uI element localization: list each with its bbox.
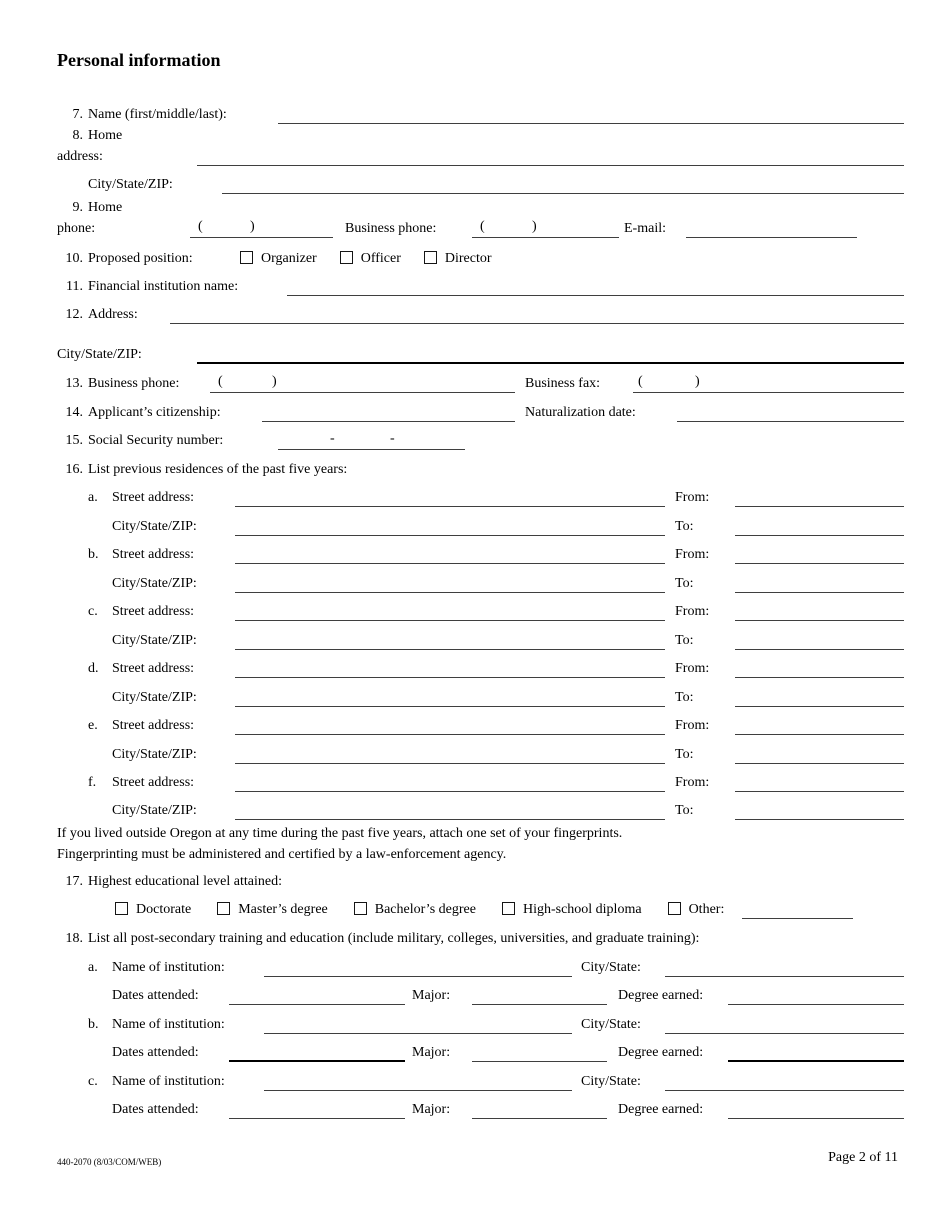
fingerprint-note-line2: Fingerprinting must be administered and certified by a law-enforcement agency.: [57, 847, 507, 862]
option-other: [668, 899, 725, 920]
field-education-a-degree[interactable]: [728, 986, 904, 1005]
degree-earned-label: Degree earned:: [618, 1102, 704, 1117]
item-number: 10.: [65, 251, 83, 266]
residence-letter: f.: [88, 775, 97, 790]
option-officer: [340, 248, 401, 269]
row-education-checkboxes: [57, 899, 904, 920]
field-residence-c-city[interactable]: [235, 631, 665, 650]
to-label: To:: [675, 519, 694, 534]
street-address-label: Street address:: [112, 490, 195, 505]
residence-row: [57, 601, 904, 622]
row-education-level: [57, 871, 904, 892]
residence-letter: b.: [88, 547, 99, 562]
street-address-label: Street address:: [112, 547, 195, 562]
field-name-first-middle-last[interactable]: [278, 105, 904, 124]
residence-letter: e.: [88, 718, 98, 733]
citizenship-label: Applicant’s citizenship:: [88, 405, 221, 420]
field-residence-f-street[interactable]: [235, 773, 665, 792]
city-state-zip-label: City/State/ZIP:: [112, 576, 197, 591]
from-label: From:: [675, 547, 710, 562]
paren-open: (: [198, 219, 203, 234]
business-phone-label: Business phone:: [88, 376, 180, 391]
from-label: From:: [675, 661, 710, 676]
field-naturalization-date[interactable]: [677, 403, 904, 422]
major-label: Major:: [412, 988, 451, 1003]
business-phone-label: Business phone:: [345, 221, 437, 236]
row-business-phone-fax: [57, 373, 904, 394]
field-residence-f-from[interactable]: [735, 773, 904, 792]
field-education-c-dates[interactable]: [229, 1100, 405, 1119]
paren-close: ): [532, 219, 537, 234]
home-word: Home: [88, 128, 123, 143]
from-label: From:: [675, 718, 710, 733]
field-residence-e-from[interactable]: [735, 716, 904, 735]
field-education-other[interactable]: [742, 900, 853, 919]
paren-close: ): [272, 374, 277, 389]
row-home-address-2: [57, 146, 904, 167]
residence-row: [57, 687, 904, 708]
city-state-zip-label: City/State/ZIP:: [112, 690, 197, 705]
item-number: 8.: [72, 128, 83, 143]
education-row: [57, 957, 904, 978]
checkbox-masters-degree[interactable]: [217, 902, 230, 915]
to-label: To:: [675, 803, 694, 818]
row-residences-heading: [57, 459, 904, 480]
field-residence-a-city[interactable]: [235, 517, 665, 536]
paren-open: (: [638, 374, 643, 389]
field-education-a-dates[interactable]: [229, 986, 405, 1005]
institution-name-label: Name of institution:: [112, 960, 225, 975]
residence-row: [57, 715, 904, 736]
residence-row: [57, 800, 904, 821]
item-number: 7.: [72, 107, 83, 122]
field-residence-f-city[interactable]: [235, 801, 665, 820]
city-state-zip-label: City/State/ZIP:: [112, 633, 197, 648]
degree-earned-label: Degree earned:: [618, 988, 704, 1003]
field-education-b-degree[interactable]: [728, 1043, 904, 1062]
row-home-phone-1: [57, 197, 904, 218]
row-institution-address: [57, 304, 904, 325]
field-ssn[interactable]: [278, 431, 465, 450]
field-residence-a-street[interactable]: [235, 488, 665, 507]
field-education-c-degree[interactable]: [728, 1100, 904, 1119]
field-residence-e-city[interactable]: [235, 745, 665, 764]
checkbox-high-school-diploma[interactable]: [502, 902, 515, 915]
residence-row: [57, 516, 904, 537]
field-residence-b-city[interactable]: [235, 574, 665, 593]
option-label: Officer: [360, 251, 401, 266]
row-financial-institution: [57, 276, 904, 297]
education-row: [57, 1099, 904, 1120]
field-education-a-city-state[interactable]: [665, 958, 904, 977]
degree-earned-label: Degree earned:: [618, 1045, 704, 1060]
row-home-phone-2: [57, 218, 904, 239]
to-label: To:: [675, 576, 694, 591]
row-ssn: [57, 430, 904, 451]
item-number: 14.: [65, 405, 83, 420]
institution-name-label: Name of institution:: [112, 1017, 225, 1032]
checkbox-doctorate[interactable]: [115, 902, 128, 915]
field-residence-d-from[interactable]: [735, 659, 904, 678]
business-fax-label: Business fax:: [525, 376, 601, 391]
field-business-fax[interactable]: [633, 374, 904, 393]
residence-row: [57, 544, 904, 565]
city-state-label: City/State:: [581, 1074, 641, 1089]
row-home-city: [57, 174, 904, 195]
education-level-label: Highest educational level attained:: [88, 874, 282, 889]
ssn-dash: -: [330, 431, 335, 446]
field-business-phone-13[interactable]: [210, 374, 515, 393]
address-label: Address:: [88, 307, 138, 322]
city-state-label: City/State:: [581, 1017, 641, 1032]
row-training-heading: [57, 928, 904, 949]
education-letter: c.: [88, 1074, 98, 1089]
residence-row: [57, 487, 904, 508]
item-number: 17.: [65, 874, 83, 889]
field-institution-city-state-zip[interactable]: [197, 345, 904, 364]
field-education-b-institution[interactable]: [264, 1015, 572, 1034]
phone-word: phone:: [57, 221, 96, 236]
residence-row: [57, 772, 904, 793]
home-word: Home: [88, 200, 123, 215]
form-number: 440-2070 (8/03/COM/WEB): [57, 1157, 162, 1167]
checkbox-other[interactable]: [668, 902, 681, 915]
item-number: 18.: [65, 931, 83, 946]
city-state-zip-label: City/State/ZIP:: [57, 347, 142, 362]
field-residence-a-to[interactable]: [735, 517, 904, 536]
field-residence-b-from[interactable]: [735, 545, 904, 564]
education-row: [57, 1014, 904, 1035]
other-label: Other:: [688, 902, 725, 917]
checkbox-director[interactable]: [424, 251, 437, 264]
residence-letter: c.: [88, 604, 98, 619]
fingerprint-note-line1: If you lived outside Oregon at any time during the past five years, attach one set of your fingerprints.: [57, 826, 623, 841]
checkbox-officer[interactable]: [340, 251, 353, 264]
field-home-address[interactable]: [197, 147, 904, 166]
paren-close: ): [695, 374, 700, 389]
row-proposed-position: [57, 248, 904, 269]
education-row: [57, 1042, 904, 1063]
checkbox-bachelors-degree[interactable]: [354, 902, 367, 915]
item-number: 12.: [65, 307, 83, 322]
from-label: From:: [675, 775, 710, 790]
field-residence-d-to[interactable]: [735, 688, 904, 707]
item-number: 13.: [65, 376, 83, 391]
city-state-zip-label: City/State/ZIP:: [88, 177, 173, 192]
dates-attended-label: Dates attended:: [112, 1045, 199, 1060]
field-home-city-state-zip[interactable]: [222, 175, 904, 194]
city-state-label: City/State:: [581, 960, 641, 975]
field-education-c-institution[interactable]: [264, 1072, 572, 1091]
item-number: 11.: [66, 279, 83, 294]
option-label: Master’s degree: [238, 902, 328, 917]
city-state-zip-label: City/State/ZIP:: [112, 747, 197, 762]
address-word: address:: [57, 149, 103, 164]
field-residence-c-street[interactable]: [235, 602, 665, 621]
field-residence-e-to[interactable]: [735, 745, 904, 764]
institution-name-label: Name of institution:: [112, 1074, 225, 1089]
dates-attended-label: Dates attended:: [112, 988, 199, 1003]
major-label: Major:: [412, 1045, 451, 1060]
street-address-label: Street address:: [112, 718, 195, 733]
naturalization-date-label: Naturalization date:: [525, 405, 636, 420]
field-residence-e-street[interactable]: [235, 716, 665, 735]
residence-row: [57, 630, 904, 651]
option-label: Bachelor’s degree: [374, 902, 476, 917]
field-residence-c-from[interactable]: [735, 602, 904, 621]
field-education-b-major[interactable]: [472, 1043, 607, 1062]
field-education-b-dates[interactable]: [229, 1043, 405, 1062]
education-letter: b.: [88, 1017, 99, 1032]
residence-letter: d.: [88, 661, 99, 676]
item-number: 16.: [65, 462, 83, 477]
to-label: To:: [675, 690, 694, 705]
city-state-zip-label: City/State/ZIP:: [112, 803, 197, 818]
option-label: Organizer: [261, 251, 317, 266]
field-residence-c-to[interactable]: [735, 631, 904, 650]
from-label: From:: [675, 490, 710, 505]
education-row: [57, 985, 904, 1006]
option-label: Doctorate: [136, 902, 192, 917]
financial-institution-label: Financial institution name:: [88, 279, 239, 294]
field-residence-b-to[interactable]: [735, 574, 904, 593]
residence-row: [57, 658, 904, 679]
field-residence-b-street[interactable]: [235, 545, 665, 564]
street-address-label: Street address:: [112, 661, 195, 676]
city-state-zip-label: City/State/ZIP:: [112, 519, 197, 534]
paren-close: ): [250, 219, 255, 234]
option-high-school: [502, 899, 642, 920]
field-residence-f-to[interactable]: [735, 801, 904, 820]
option-doctorate: [115, 899, 191, 920]
field-education-a-institution[interactable]: [264, 958, 572, 977]
option-label: Director: [444, 251, 492, 266]
option-director: [424, 248, 492, 269]
field-residence-a-from[interactable]: [735, 488, 904, 507]
to-label: To:: [675, 633, 694, 648]
email-label: E-mail:: [624, 221, 666, 236]
field-business-phone[interactable]: [472, 219, 619, 238]
field-education-c-city-state[interactable]: [665, 1072, 904, 1091]
street-address-label: Street address:: [112, 604, 195, 619]
residences-label: List previous residences of the past five years:: [88, 462, 348, 477]
major-label: Major:: [412, 1102, 451, 1117]
row-institution-city: [57, 344, 904, 365]
street-address-label: Street address:: [112, 775, 195, 790]
education-row: [57, 1071, 904, 1092]
ssn-label: Social Security number:: [88, 433, 224, 448]
field-citizenship[interactable]: [262, 403, 515, 422]
row-citizenship: [57, 402, 904, 423]
item-number: 15.: [65, 433, 83, 448]
option-organizer: [240, 248, 317, 269]
from-label: From:: [675, 604, 710, 619]
paren-open: (: [218, 374, 223, 389]
field-education-a-major[interactable]: [472, 986, 607, 1005]
proposed-position-label: Proposed position:: [88, 251, 193, 266]
field-financial-institution-name[interactable]: [287, 277, 904, 296]
field-institution-address[interactable]: [170, 305, 904, 324]
row-home-address-1: [57, 125, 904, 146]
education-letter: a.: [88, 960, 98, 975]
option-label: High-school diploma: [522, 902, 642, 917]
row-name: [57, 104, 904, 125]
field-education-b-city-state[interactable]: [665, 1015, 904, 1034]
field-email[interactable]: [686, 219, 857, 238]
paren-open: (: [480, 219, 485, 234]
checkbox-organizer[interactable]: [240, 251, 253, 264]
residence-row: [57, 573, 904, 594]
training-label: List all post-secondary training and education (include military, colleges, universities, and graduate training):: [88, 931, 700, 946]
field-education-c-major[interactable]: [472, 1100, 607, 1119]
item-number: 9.: [72, 200, 83, 215]
dates-attended-label: Dates attended:: [112, 1102, 199, 1117]
residence-row: [57, 744, 904, 765]
to-label: To:: [675, 747, 694, 762]
name-label: Name (first/middle/last):: [88, 107, 227, 122]
page-number: Page 2 of 11: [828, 1150, 898, 1165]
field-home-phone[interactable]: [190, 219, 333, 238]
option-bachelors: [354, 899, 476, 920]
field-residence-d-city[interactable]: [235, 688, 665, 707]
residence-letter: a.: [88, 490, 98, 505]
ssn-dash: -: [390, 431, 395, 446]
option-masters: [217, 899, 328, 920]
page-title: Personal information: [57, 50, 221, 70]
field-residence-d-street[interactable]: [235, 659, 665, 678]
